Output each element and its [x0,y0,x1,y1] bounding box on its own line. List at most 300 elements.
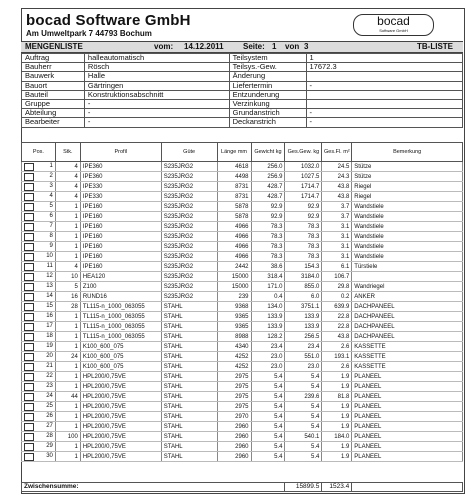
table-cell: 134.0 [251,302,285,312]
table-cell: 92.9 [251,202,285,212]
table-cell: DACHPANEEL [352,332,463,342]
table-cell: 2442 [217,262,251,272]
table-cell: TL115-n_1000_063055 [80,332,161,342]
table-cell: 22.8 [322,322,352,332]
table-cell: 1 [55,412,80,422]
table-cell: TL115-n_1000_063055 [80,312,161,322]
column-header: Profil [80,143,161,162]
table-cell: IPE330 [80,182,161,192]
table-cell: 23.4 [251,342,285,352]
info-label: Auftrag [22,54,85,63]
table-cell: Riegel [352,192,463,202]
table-cell: 15000 [217,272,251,282]
table-cell: Z100 [80,282,161,292]
part-type-icon [24,303,34,311]
part-type-icon [24,213,34,221]
table-cell: 78.3 [251,222,285,232]
table-cell: 4 [55,182,80,192]
table-cell: 3.7 [322,212,352,222]
table-cell: STAHL [161,372,217,382]
table-cell: DACHPANEEL [352,302,463,312]
table-row [22,282,463,292]
part-type-icon [24,223,34,231]
table-cell: 43.8 [322,332,352,342]
table-cell: STAHL [161,442,217,452]
pos-cell [22,442,56,452]
table-cell: 1714.7 [285,192,322,202]
table-cell: 5.4 [251,432,285,442]
info-value: Rösch [84,63,229,72]
table-cell: 1.9 [322,412,352,422]
table-cell: 5.4 [285,412,322,422]
table-cell [352,272,463,282]
list-title: MENGENLISTE [25,42,83,51]
info-label: Bauteil [22,90,85,99]
part-type-icon [24,353,34,361]
table-cell: 4252 [217,352,251,362]
subtotal-area: 1523.4 [322,483,352,492]
info-label: Bearbeiter [22,118,85,127]
table-cell: S235JRG2 [161,272,217,282]
table-cell: Wandstiele [352,232,463,242]
table-cell: Riegel [352,182,463,192]
part-type-icon [24,183,34,191]
table-cell: 9365 [217,312,251,322]
table-cell: 2975 [217,372,251,382]
table-cell: 5878 [217,202,251,212]
info-label: Teilsystem [229,54,306,63]
pos-cell [22,452,56,462]
table-cell: PLANEEL [352,452,463,462]
info-value [306,90,462,99]
logo-text: bocad [377,14,410,28]
info-value [306,99,462,108]
table-cell: 4966 [217,232,251,242]
part-type-icon [24,413,34,421]
part-type-icon [24,453,34,461]
table-cell: HEA120 [80,272,161,282]
table-cell: 2960 [217,422,251,432]
table-cell: HPL200/0,75VE [80,402,161,412]
table-cell: Wandstiele [352,202,463,212]
table-cell: 100 [55,432,80,442]
table-cell: 6.1 [322,262,352,272]
pos-cell [22,182,56,192]
table-cell: 1 [55,422,80,432]
table-row [22,252,463,262]
part-type-icon [24,283,34,291]
table-cell: 22.8 [322,312,352,322]
date-value: 14.12.2011 [184,42,224,51]
table-cell: 0.4 [251,292,285,302]
table-cell: 540.1 [285,432,322,442]
table-cell: 1 [55,372,80,382]
table-cell: 4966 [217,222,251,232]
table-cell: 193.1 [322,352,352,362]
table-cell: 5.4 [285,452,322,462]
pos-cell [22,382,56,392]
table-cell: 1 [55,202,80,212]
table-cell: PLANEEL [352,432,463,442]
table-cell: STAHL [161,392,217,402]
part-type-icon [24,323,34,331]
table-cell: 92.9 [285,212,322,222]
table-cell: TL115-n_1000_063055 [80,302,161,312]
date-label: vom: [154,42,174,51]
table-cell: 8731 [217,192,251,202]
table-cell: 5.4 [251,382,285,392]
position-number: 28 [46,433,53,439]
table-cell: PLANEEL [352,372,463,382]
table-row [22,242,463,252]
table-row [22,362,463,372]
info-value: halleautomatisch [84,54,229,63]
pos-cell [22,292,56,302]
table-cell: 239.6 [285,392,322,402]
table-cell: 855.0 [285,282,322,292]
table-row [22,452,463,462]
table-row [22,172,463,182]
table-cell: 8731 [217,182,251,192]
page-label: Seite: [243,42,265,51]
table-cell: KASSETTE [352,362,463,372]
table-cell: 92.9 [251,212,285,222]
info-label: Bauort [22,81,85,90]
column-header: Bemerkung [352,143,463,162]
position-number: 27 [46,423,53,429]
table-row [22,412,463,422]
table-cell: 1032.0 [285,162,322,172]
pos-cell [22,282,56,292]
info-value: Konstruktionsabschnitt [84,90,229,99]
table-cell: Wandstiele [352,242,463,252]
table-cell: 78.3 [285,252,322,262]
table-cell: S235JRG2 [161,162,217,172]
part-type-icon [24,273,34,281]
pos-cell [22,252,56,262]
part-type-icon [24,253,34,261]
column-header: Ges.Gew. kg [285,143,322,162]
position-number: 25 [46,403,53,409]
table-cell: S235JRG2 [161,252,217,262]
position-number: 5 [49,203,53,209]
pos-cell [22,332,56,342]
table-cell: Stütze [352,172,463,182]
table-cell: 5.4 [285,442,322,452]
table-cell: 1.9 [322,402,352,412]
info-label: Grundanstrich [229,109,306,118]
info-value: - [84,118,229,127]
table-cell: S235JRG2 [161,192,217,202]
table-cell: 4498 [217,172,251,182]
table-cell: STAHL [161,302,217,312]
table-cell: 1.9 [322,452,352,462]
table-cell: 154.3 [285,262,322,272]
table-cell: 2960 [217,452,251,462]
position-number: 29 [46,443,53,449]
table-cell: HPL200/0,75VE [80,452,161,462]
table-cell: 3.1 [322,222,352,232]
position-number: 30 [46,453,53,459]
table-cell: 92.9 [285,202,322,212]
table-cell: 5.4 [285,382,322,392]
table-cell: PLANEEL [352,402,463,412]
info-row [22,118,463,127]
table-row [22,292,463,302]
part-type-icon [24,443,34,451]
table-cell: Wandriegel [352,282,463,292]
info-value: - [84,99,229,108]
table-cell: S235JRG2 [161,262,217,272]
column-header: Pos. [22,143,56,162]
table-cell: HPL200/0,75VE [80,382,161,392]
part-type-icon [24,263,34,271]
part-type-icon [24,293,34,301]
table-cell: 78.3 [285,222,322,232]
part-type-icon [24,243,34,251]
table-cell: IPE160 [80,232,161,242]
table-row [22,302,463,312]
part-type-icon [24,433,34,441]
table-cell: S235JRG2 [161,292,217,302]
table-cell: 5.4 [285,422,322,432]
table-cell: K100_600_075 [80,352,161,362]
table-cell: 2960 [217,442,251,452]
table-cell: 133.9 [285,312,322,322]
table-cell: 4618 [217,162,251,172]
table-cell: 106.7 [322,272,352,282]
table-cell: 128.2 [251,332,285,342]
table-cell: 2970 [217,412,251,422]
position-number: 23 [46,383,53,389]
table-row [22,402,463,412]
table-cell: TL115-n_1000_063055 [80,322,161,332]
pos-cell [22,342,56,352]
parts-table [21,142,463,462]
subtotal-table [21,482,463,492]
position-number: 2 [49,173,53,179]
table-cell: 256.0 [251,162,285,172]
table-cell: 1714.7 [285,182,322,192]
table-cell: IPE160 [80,252,161,262]
table-row [22,262,463,272]
table-cell: 23.4 [285,342,322,352]
table-cell: HPL200/0,75VE [80,372,161,382]
bocad-logo [353,14,434,36]
table-cell: 6.0 [285,292,322,302]
table-cell: S235JRG2 [161,222,217,232]
table-row [22,352,463,362]
info-value: - [306,118,462,127]
part-type-icon [24,173,34,181]
table-cell: 23.0 [251,352,285,362]
table-cell: 4 [55,162,80,172]
info-label: Bauwerk [22,72,85,81]
table-row [22,382,463,392]
info-value: 17672.3 [306,63,462,72]
table-cell: STAHL [161,312,217,322]
part-type-icon [24,163,34,171]
table-cell: 9365 [217,322,251,332]
part-type-icon [24,343,34,351]
page-count: 3 [304,42,309,51]
part-type-icon [24,423,34,431]
table-cell: DACHPANEEL [352,322,463,332]
subtotal-weight: 15899.5 [285,483,322,492]
table-cell: STAHL [161,362,217,372]
table-cell: STAHL [161,352,217,362]
pos-cell [22,192,56,202]
table-cell: 2.6 [322,362,352,372]
table-cell: IPE160 [80,242,161,252]
page-of-label: von [285,42,300,51]
pos-cell [22,402,56,412]
page-number: 1 [272,42,277,51]
position-number: 21 [46,363,53,369]
info-value [306,72,462,81]
part-type-icon [24,313,34,321]
table-cell: 78.3 [251,242,285,252]
table-cell: S235JRG2 [161,202,217,212]
table-row [22,392,463,402]
table-cell: KASSETTE [352,342,463,352]
table-cell: 1027.5 [285,172,322,182]
table-cell: 3.7 [322,202,352,212]
table-row [22,182,463,192]
table-cell: 256.5 [285,332,322,342]
table-cell: 81.8 [322,392,352,402]
part-type-icon [24,203,34,211]
table-cell: 4 [55,172,80,182]
position-number: 20 [46,353,53,359]
table-cell: S235JRG2 [161,242,217,252]
info-label: Bauherr [22,63,85,72]
table-cell: 24 [55,352,80,362]
table-cell: IPE160 [80,202,161,212]
list-type: TB-LISTE [417,42,453,51]
project-info-table [21,53,463,128]
table-cell: PLANEEL [352,442,463,452]
table-cell: 3751.1 [285,302,322,312]
pos-cell [22,272,56,282]
table-cell: STAHL [161,422,217,432]
table-cell: 16 [55,292,80,302]
table-row [22,162,463,172]
table-cell: 5.4 [251,422,285,432]
table-cell: STAHL [161,322,217,332]
info-value: - [306,109,462,118]
table-cell: 5878 [217,212,251,222]
table-row [22,332,463,342]
pos-cell [22,262,56,272]
info-row [22,72,463,81]
table-cell: 1 [55,402,80,412]
table-row [22,212,463,222]
table-cell: 23.0 [251,362,285,372]
table-cell: 1 [55,332,80,342]
position-number: 13 [46,283,53,289]
info-value: 1 [306,54,462,63]
subtotal-spacer [352,483,463,492]
position-number: 18 [46,333,53,339]
table-cell: 2975 [217,402,251,412]
table-cell: 1 [55,452,80,462]
position-number: 16 [46,313,53,319]
table-cell: 1 [55,382,80,392]
table-cell: 133.9 [285,322,322,332]
table-cell: 3.1 [322,242,352,252]
info-label: Gruppe [22,99,85,108]
column-header: Ges.Fl. m² [322,143,352,162]
position-number: 19 [46,343,53,349]
table-cell: PLANEEL [352,392,463,402]
part-type-icon [24,373,34,381]
table-cell: HPL200/0,75VE [80,392,161,402]
table-cell: K100_600_075 [80,342,161,352]
table-cell: STAHL [161,332,217,342]
table-cell: KASSETTE [352,352,463,362]
pos-cell [22,202,56,212]
pos-cell [22,322,56,332]
part-type-icon [24,333,34,341]
pos-cell [22,392,56,402]
pos-cell [22,302,56,312]
pos-cell [22,422,56,432]
table-cell: 24.5 [322,162,352,172]
position-number: 9 [49,243,53,249]
pos-cell [22,362,56,372]
table-cell: 4 [55,192,80,202]
position-number: 26 [46,413,53,419]
table-cell: 5.4 [251,402,285,412]
table-cell: Wandstiele [352,222,463,232]
position-number: 14 [46,293,53,299]
table-cell: DACHPANEEL [352,312,463,322]
pos-cell [22,232,56,242]
table-cell: 10 [55,272,80,282]
table-cell: 23.0 [285,362,322,372]
table-cell: 428.7 [251,192,285,202]
table-cell: 1 [55,322,80,332]
column-header: Güte [161,143,217,162]
table-row [22,222,463,232]
pos-cell [22,172,56,182]
table-cell: 318.4 [251,272,285,282]
table-cell: STAHL [161,382,217,392]
table-cell: IPE330 [80,192,161,202]
info-label: Entzunderung [229,90,306,99]
table-cell: STAHL [161,342,217,352]
position-number: 17 [46,323,53,329]
info-value: Gärtringen [84,81,229,90]
table-cell: 5.4 [251,452,285,462]
table-cell: 78.3 [285,232,322,242]
table-cell: 5.4 [251,372,285,382]
column-header: Stk. [55,143,80,162]
pos-cell [22,432,56,442]
table-cell: ANKER [352,292,463,302]
table-cell: 5 [55,282,80,292]
info-value: - [306,81,462,90]
part-type-icon [24,193,34,201]
part-type-icon [24,393,34,401]
table-cell: 2975 [217,382,251,392]
table-cell: 1 [55,442,80,452]
table-cell: STAHL [161,412,217,422]
position-number: 4 [49,193,53,199]
table-cell: S235JRG2 [161,282,217,292]
table-cell: 1.9 [322,372,352,382]
